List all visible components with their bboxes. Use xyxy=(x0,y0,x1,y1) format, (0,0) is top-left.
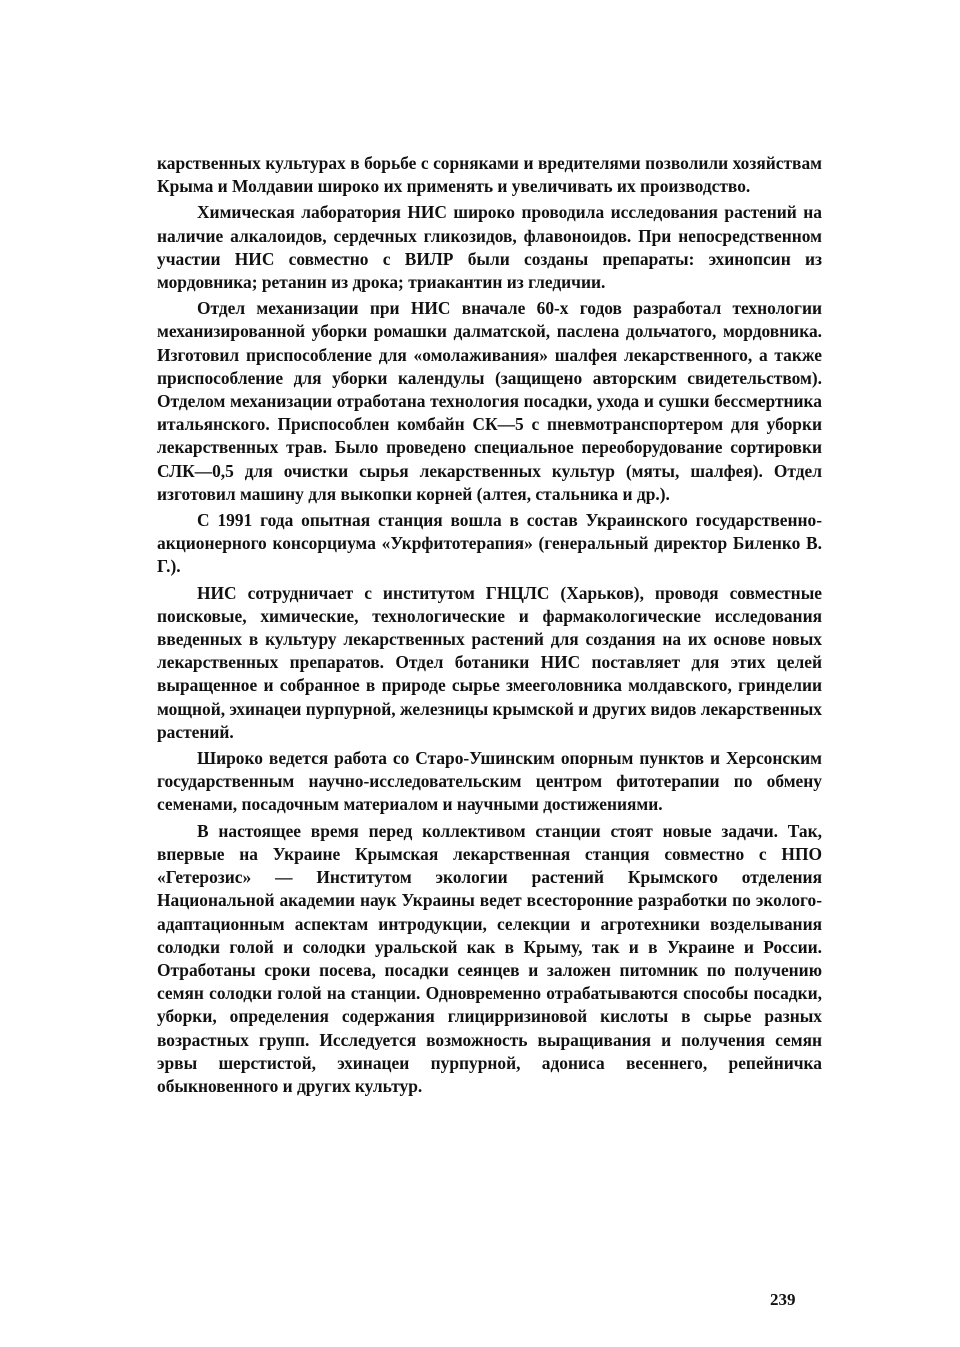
paragraph-seed-exchange: Широко ведется работа со Старо-Ушинским опорным пунктов и Херсонским государственным научно-исследовательским центром фитотерапии по обмену семенами, посадочным материалом и научными достижениями. xyxy=(157,748,822,815)
page-number: 239 xyxy=(770,1290,796,1309)
paragraph-cooperation: НИС сотрудничает с институтом ГНЦЛС (Харьков), проводя совместные поисковые, химические, технологические и фармакологические исследования введенных в культуру лекарственных растений для создания на их основе новых лекарственных препаратов. Отдел ботаники НИС поставляет для этих целей выращенное и собранное в природе сырье змееголовника молдавского, гринделии мощной, эхинацеи пурпурной, железницы крымской и других видов лекарственных растений. xyxy=(157,582,822,742)
paragraph-new-tasks: В настоящее время перед коллективом станции стоят новые задачи. Так, впервые на Украине Крымская лекарственная станция совместно с НПО «Гетерозис» — Институтом экологии растений Крымского отделения Национальной академии наук Украины ведет всесторонние разработки по эколого-адаптационным аспектам интродукции, селекции и агротехники возделывания солодки голой и солодки уральской как в Крыму, так и в Украине и России. Отработаны сроки посева, посадки сеянцев и заложен питомник по получению семян солодки голой на станции. Одновременно отрабатываются способы посадки, уборки, определения содержания глицирризиновой кислоты в сырье разных возрастных групп. Исследуется возможность выращивания и получения семян эрвы шерстистой, эхинацеи пурпурной, адониса весеннего, репейничка обыкновенного и других культур. xyxy=(157,820,822,1096)
paragraph-continuation: карственных культурах в борьбе с сорняками и вредителями позволили хозяйствам Крыма и Молдавии широко их применять и увеличивать их производство. xyxy=(157,153,822,197)
paragraph-mechanization: Отдел механизации при НИС вначале 60-х годов разработал технологии механизированной уборки ромашки далматской, паслена дольчатого, мордовника. Изготовил приспособление для «омолаживания» шалфея лекарственного, а также приспособление для уборки календулы (защищено авторским свидетельством). Отделом механизации отработана технология посадки, ухода и сушки бессмертника итальянского. Приспособлен комбайн СК—5 с пневмотранспортером для уборки лекарственных трав. Было проведено специальное переоборудование сортировки СЛК—0,5 для очистки сырья лекарственных культур (мяты, шалфея). Отдел изготовил машину для выкопки корней (алтея, стальника и др.). xyxy=(157,298,822,504)
paragraph-chemistry-lab: Химическая лаборатория НИС широко проводила исследования растений на наличие алкалоидов, сердечных гликозидов, флавоноидов. При непосредственном участии НИС совместно с ВИЛР были созданы препараты: эхинопсин из мордовника; ретанин из дрока; триакантин из гледичии. xyxy=(157,202,822,293)
body-text xyxy=(157,152,822,1101)
paragraph-consortium: С 1991 года опытная станция вошла в состав Украинского государственно-акционерного консорциума «Укрфитотерапия» (генеральный директор Биленко В. Г.). xyxy=(157,510,822,577)
